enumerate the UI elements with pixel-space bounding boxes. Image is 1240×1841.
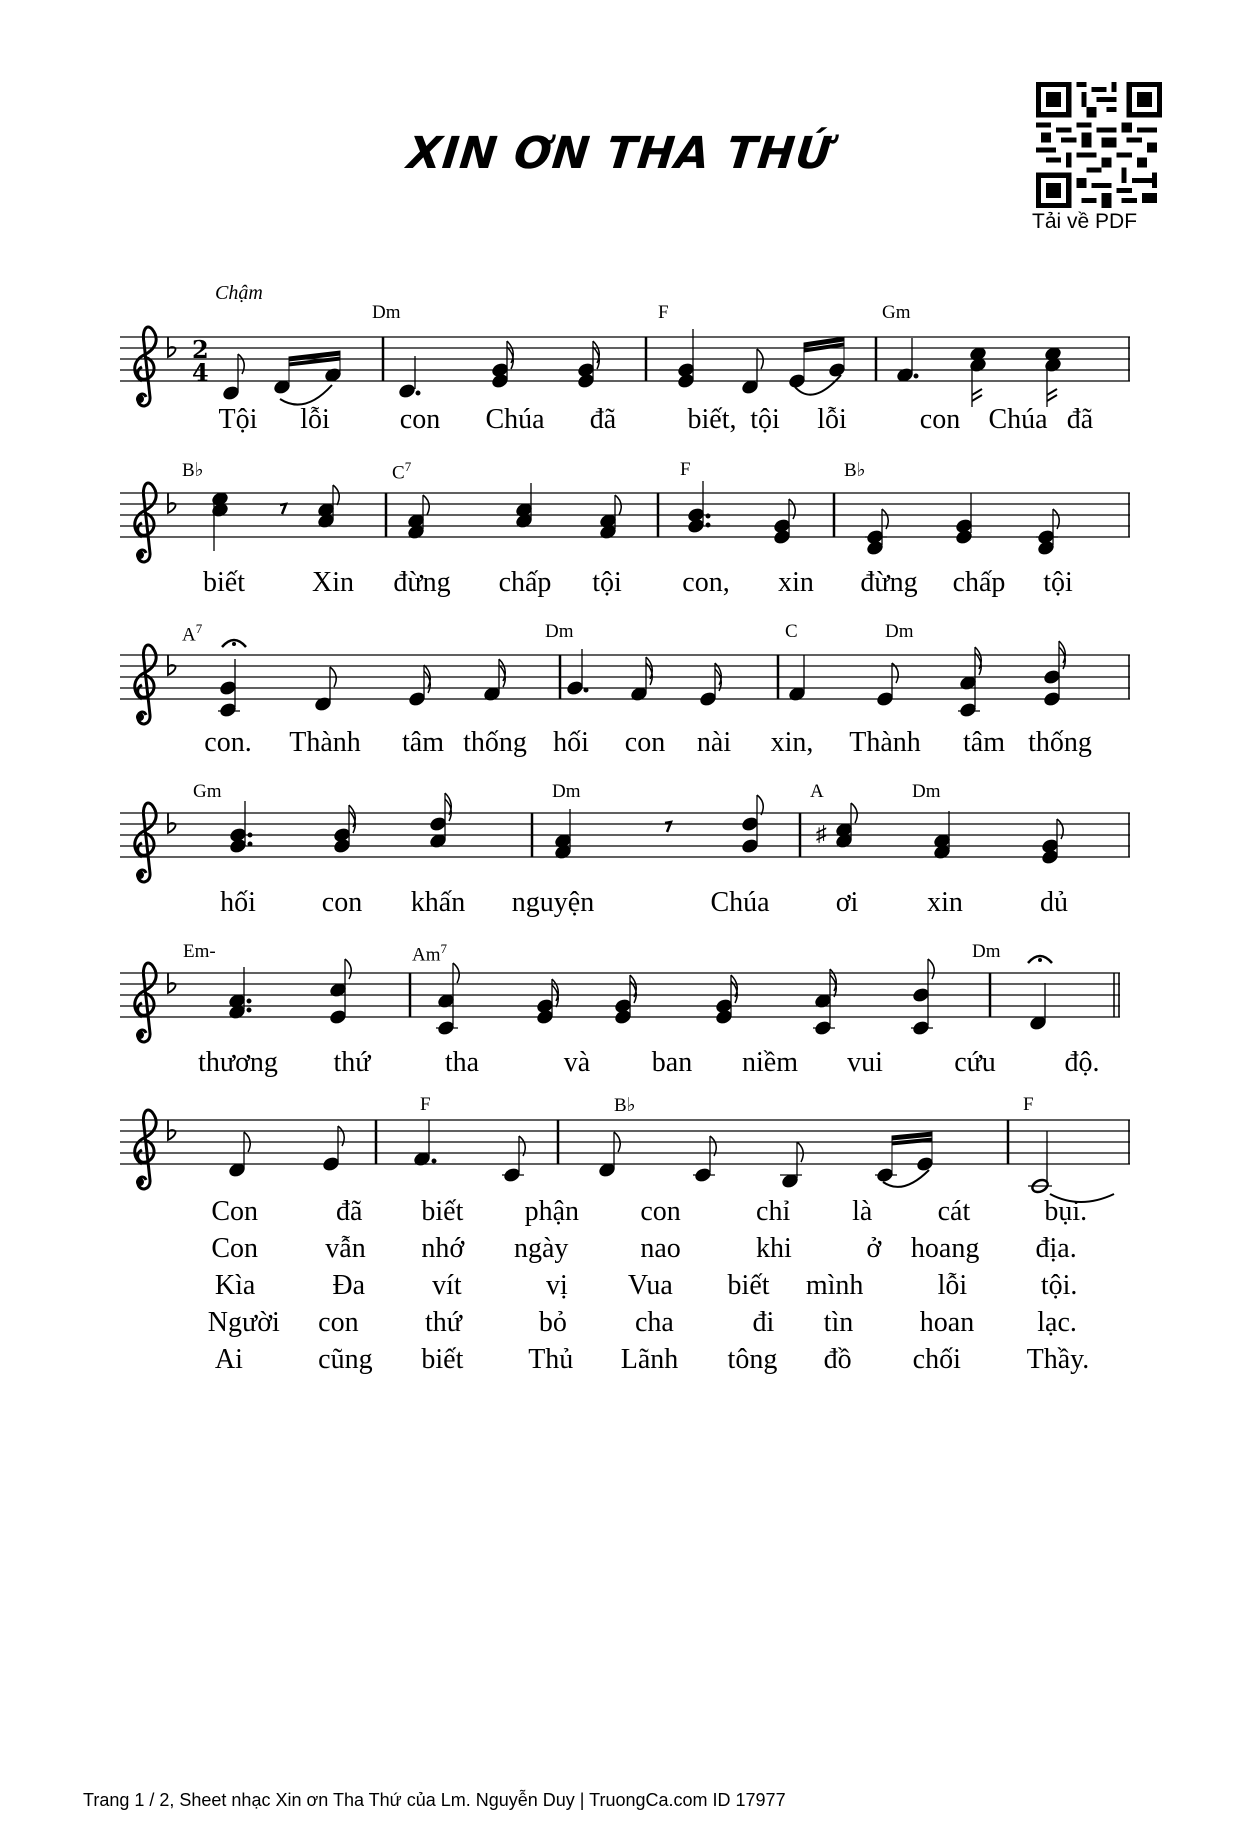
lyric: đồ	[823, 1344, 852, 1375]
lyric: Chúa	[485, 404, 545, 435]
chord-symbol	[392, 459, 411, 484]
lyric: vị	[546, 1270, 568, 1301]
staff-system-4	[120, 775, 1130, 925]
lyric: thứ	[424, 1307, 462, 1338]
lyric: chấp	[498, 567, 552, 598]
lyric: hối	[553, 727, 589, 758]
lyric: và	[563, 1047, 591, 1078]
lyric: độ.	[1064, 1047, 1100, 1078]
lyric: cũng	[318, 1344, 373, 1375]
lyric: bỏ	[538, 1307, 567, 1338]
lyric: tội.	[1040, 1270, 1078, 1301]
lyric: bụi.	[1044, 1196, 1088, 1227]
lyric: lạc.	[1037, 1307, 1077, 1338]
chord-root: A	[182, 624, 196, 646]
lyric: phận	[524, 1196, 580, 1227]
chord-symbol: A	[810, 781, 824, 802]
lyric: vít	[432, 1270, 462, 1301]
lyric: con	[624, 727, 666, 758]
staff-system-5	[120, 935, 1130, 1085]
lyric: Đa	[332, 1270, 366, 1301]
verse-line-5	[190, 1344, 1090, 1381]
lyric: thống	[1028, 727, 1092, 758]
chord-symbol: Dm	[552, 781, 581, 802]
chord-symbol: Dm	[912, 781, 941, 802]
lyric: là	[852, 1196, 873, 1227]
staff-system-2	[120, 455, 1130, 605]
lyric: thương	[198, 1047, 278, 1078]
chord-symbol: F	[680, 459, 691, 480]
lyric: nài	[696, 727, 732, 758]
lyric: con	[399, 404, 441, 435]
staff-system-1	[120, 282, 1130, 435]
chord-symbol: B♭	[614, 1095, 636, 1116]
lyric: biết	[421, 1344, 464, 1375]
lyric: Con	[211, 1233, 259, 1264]
lyric: vẫn	[325, 1233, 366, 1264]
qr-code[interactable]	[1036, 82, 1162, 208]
chord-symbol: Dm	[545, 621, 574, 642]
lyric: chấp	[952, 567, 1006, 598]
chord-symbol: Dm	[372, 302, 401, 323]
lyric: tội	[592, 567, 622, 598]
chord-symbol: F	[1023, 1094, 1034, 1115]
lyric: Ai	[214, 1344, 243, 1375]
lyric: hối	[220, 887, 256, 918]
lyric: nhớ	[421, 1233, 465, 1264]
verse-line-4	[190, 1307, 1090, 1344]
lyric: đi	[752, 1307, 775, 1338]
page-footer: Trang 1 / 2, Sheet nhạc Xin ơn Tha Thứ của Lm. Nguyễn Duy | TruongCa.com ID 17977	[83, 1790, 786, 1810]
verse-line-2	[190, 1233, 1090, 1270]
chord-root: C	[392, 462, 405, 484]
lyric: địa.	[1035, 1233, 1077, 1264]
lyric: ở	[866, 1233, 882, 1264]
tempo-marking: Chậm	[215, 282, 263, 304]
lyric: chỉ	[756, 1196, 791, 1227]
lyric: biết,	[687, 404, 737, 435]
lyric: đã	[335, 1196, 363, 1227]
lyric: ngày	[513, 1233, 569, 1264]
chord-symbol: F	[420, 1094, 431, 1115]
lyric: vui	[847, 1047, 883, 1078]
chord-symbol	[182, 621, 202, 646]
lyric: đừng	[393, 567, 451, 598]
lyric: Con	[211, 1196, 259, 1227]
lyric: con	[321, 887, 363, 918]
lyric: ơi	[835, 887, 859, 918]
lyric: ban	[651, 1047, 693, 1078]
chord-symbol: Dm	[972, 941, 1001, 962]
lyric: con	[640, 1196, 681, 1227]
lyric: Chúa	[710, 887, 770, 918]
lyric: hoan	[919, 1307, 975, 1338]
lyric: đã	[1066, 404, 1094, 435]
lyric: tội	[750, 404, 780, 435]
lyric: Thành	[289, 727, 361, 758]
lyric: đã	[589, 404, 617, 435]
lyric: Xin	[312, 567, 354, 598]
lyric: Vua	[627, 1270, 673, 1301]
chord-symbol: B♭	[844, 460, 866, 481]
chord-root: Am	[412, 944, 441, 966]
verse-lyrics	[190, 1196, 1090, 1381]
page-title: XIN ƠN THA THỨ	[404, 128, 836, 179]
time-sig-top: 2	[192, 335, 209, 364]
lyric: con	[919, 404, 961, 435]
lyric: mình	[805, 1270, 864, 1301]
lyric: nao	[640, 1233, 681, 1264]
staff	[120, 327, 1130, 437]
staff-system-3	[120, 615, 1130, 765]
lyric: tâm	[402, 727, 444, 758]
lyric: Lãnh	[620, 1344, 679, 1375]
lyric: dủ	[1040, 887, 1068, 918]
lyric: Thành	[849, 727, 921, 758]
lyric: lỗi	[300, 404, 330, 435]
treble-clef-icon	[135, 327, 156, 406]
lyric: thứ	[333, 1047, 371, 1078]
chord-ext: 7	[195, 621, 203, 636]
lyric: Thủ	[528, 1344, 574, 1375]
lyric: Kìa	[214, 1270, 256, 1301]
lyric: Người	[207, 1307, 280, 1338]
time-sig-bottom: 4	[192, 358, 209, 387]
chord-symbol: Dm	[885, 621, 914, 642]
lyric: hoang	[910, 1233, 980, 1264]
flat-icon	[168, 337, 175, 357]
lyric: con	[318, 1307, 359, 1338]
lyric: tha	[444, 1047, 480, 1078]
lyric: Chúa	[988, 404, 1048, 435]
lyric: nguyện	[511, 887, 595, 918]
lyric: cát	[937, 1196, 971, 1227]
lyric: tông	[727, 1344, 778, 1375]
lyric: cha	[635, 1307, 674, 1338]
staff	[120, 803, 1130, 913]
lyric: biết	[421, 1196, 464, 1227]
lyric: tội	[1043, 567, 1073, 598]
chord-ext: 7	[440, 941, 447, 956]
lyric: thống	[463, 727, 527, 758]
lyric: đừng	[860, 567, 918, 598]
chord-ext: 7	[404, 459, 412, 474]
lyric: xin	[778, 567, 814, 598]
lyric: biết	[203, 567, 245, 598]
chord-symbol: C	[785, 621, 798, 642]
lyric: biết	[727, 1270, 770, 1301]
lyric: tìn	[823, 1307, 854, 1338]
lyric: con,	[682, 567, 730, 598]
verse-line-3	[190, 1270, 1090, 1307]
chord-symbol: B♭	[182, 460, 204, 481]
chord-symbol: Em-	[183, 941, 216, 962]
chord-symbol: Gm	[882, 302, 911, 323]
lyric: khi	[756, 1233, 792, 1264]
download-pdf-link[interactable]: Tải về PDF	[1032, 210, 1138, 233]
lyric: xin	[927, 887, 963, 918]
lyric: lỗi	[937, 1270, 968, 1301]
lyric: niềm	[742, 1047, 798, 1078]
lyric: con.	[204, 727, 252, 758]
chord-symbol: F	[658, 302, 669, 323]
staff-system-6	[120, 1090, 1130, 1200]
sharp-icon: ♯	[816, 821, 827, 846]
lyric: khấn	[410, 887, 466, 918]
chord-symbol: Gm	[193, 781, 222, 802]
lyric: Thầy.	[1026, 1344, 1090, 1375]
lyric: Tội	[218, 404, 258, 435]
lyric: chối	[912, 1344, 961, 1375]
lyric: lỗi	[817, 404, 847, 435]
verse-line-1	[190, 1196, 1090, 1233]
lyric: tâm	[963, 727, 1005, 758]
lyric: xin,	[770, 727, 814, 758]
lyric: cứu	[954, 1047, 996, 1078]
